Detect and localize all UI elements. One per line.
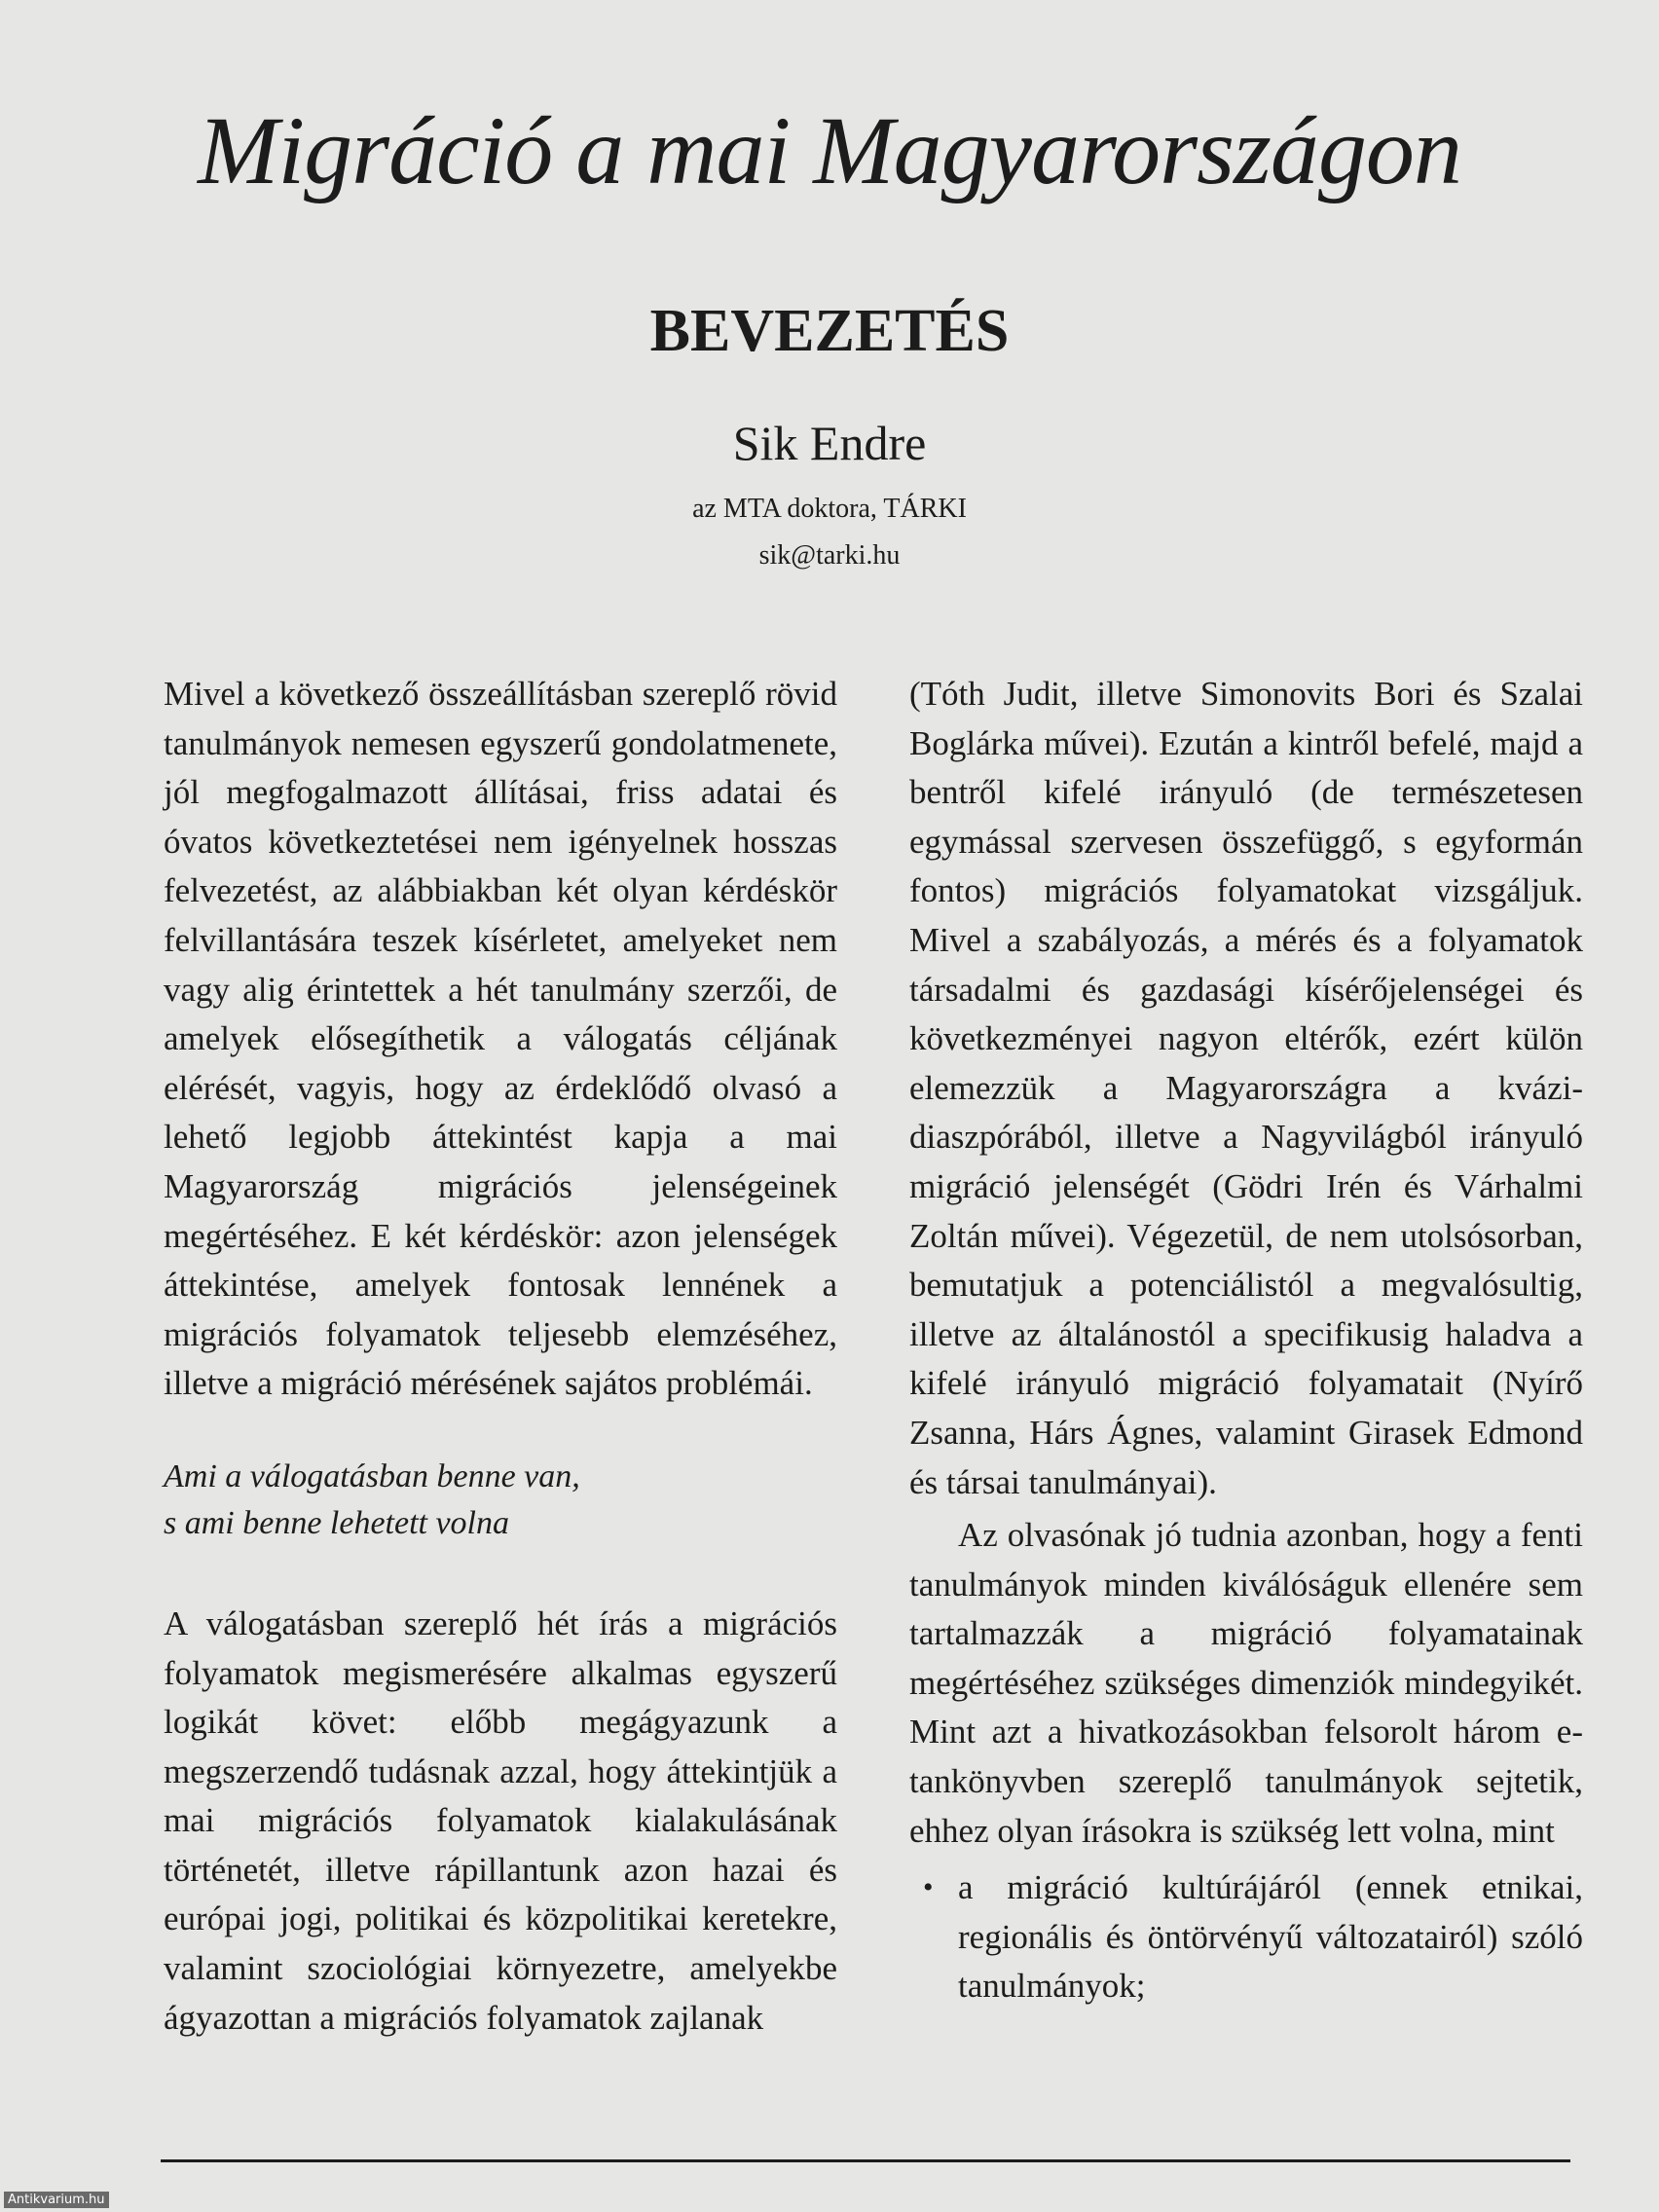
- author-affiliation: az MTA doktora, TÁRKI: [692, 494, 967, 524]
- intro-paragraph: Mivel a következő összeállításban szereplő rövid tanulmányok nemesen egyszerű gondolatmenete, jól megfogalmazott állításai, friss adatai és óvatos következtetései nem igényelnek hosszas felvezetést, az alábbiakban két olyan kérdéskör felvillantására teszek kísérletet, amelyeket nem vagy alig érintettek a hét tanulmány szerzői, de amelyek elősegíthetik a válogatás céljának elérését, vagyis, hogy az érdeklődő olvasó a lehető legjobb áttekintést kapja a mai Magyarország migrációs jelenségeinek megértéséhez. E két kérdéskör: azon jelenségek áttekintése, amelyek fontosak lennének a migrációs folyamatok teljesebb elemzéséhez, illetve a migráció mérésének sajátos problémái.: [164, 675, 837, 1403]
- body-paragraph: Az olvasónak jó tudnia azonban, hogy a fenti tanulmányok minden kiválóságuk ellenére sem tartalmazzák a migráció folyamatainak megértéséhez szükséges dimenziók mindegyikét. Mint azt a hivatkozásokban felsorolt három e-tankönyvben szereplő tanulmányok sejtetik, ehhez olyan írásokra is szükség lett volna, mint: [909, 1516, 1583, 1850]
- body-paragraph-continued: (Tóth Judit, illetve Simonovits Bori és Szalai Boglárka művei). Ezután a kintről befelé, majd a bentről kifelé irányuló (de természetesen egymással szervesen összefüggő, s egyformán fontos) migrációs folyamatokat vizsgáljuk. Mivel a szabályozás, a mérés és a folyamatok társadalmi és gazdasági kísérőjelenségei és következményei nagyon eltérők, ezért külön elemezzük a Magyarországra a kvázi-diaszpórából, illetve a Nagyvilágból irányuló migráció jelenségét (Gödri Irén és Várhalmi Zoltán művei). Végezetül, de nem utolsósorban, bemutatjuk a potenciálistól a megvalósultig, illetve az általánostól a specifikusig haladva a kifelé irányuló migráció folyamatait (Nyírő Zsanna, Hárs Ágnes, valamint Girasek Edmond és társai tanulmányai).: [909, 675, 1583, 1501]
- author-name: Sik Endre: [732, 416, 927, 470]
- bullet-icon: •: [923, 1871, 934, 1904]
- watermark: Antikvarium.hu: [4, 2192, 109, 2208]
- author-email: sik@tarki.hu: [758, 540, 901, 571]
- right-column: [909, 670, 1583, 2011]
- subsection-heading: [164, 1454, 837, 1547]
- section-heading: BEVEZETÉS: [649, 298, 1010, 364]
- body-paragraph: A válogatásban szereplő hét írás a migrációs folyamatok megismerésére alkalmas egyszerű logikát követ: előbb megágyazunk a megszerzendő tudásnak azzal, hogy áttekintjük a mai migrációs folyamatok kialakulásának történetét, illetve rápillantunk azon hazai és európai jogi, politikai és közpolitikai keretekre, valamint szociológiai környezetre, amelyekbe ágyazottan a migrációs folyamatok zajlanak: [164, 1604, 837, 2037]
- bullet-item: [909, 1863, 1583, 2011]
- footer-divider: [161, 2159, 1570, 2162]
- bullet-item-text: a migráció kultúrájáról (ennek etnikai, regionális és öntörvényű változatairól) szóló tanulmányok;: [958, 1868, 1583, 2006]
- bullet-list: [909, 1863, 1583, 2011]
- subsection-heading-line-1: Ami a válogatásban benne van,: [164, 1457, 580, 1494]
- article-title: Migráció a mai Magyarországon: [198, 96, 1461, 204]
- left-column: [164, 670, 837, 2043]
- subsection-heading-line-2: s ami benne lehetett volna: [164, 1504, 510, 1541]
